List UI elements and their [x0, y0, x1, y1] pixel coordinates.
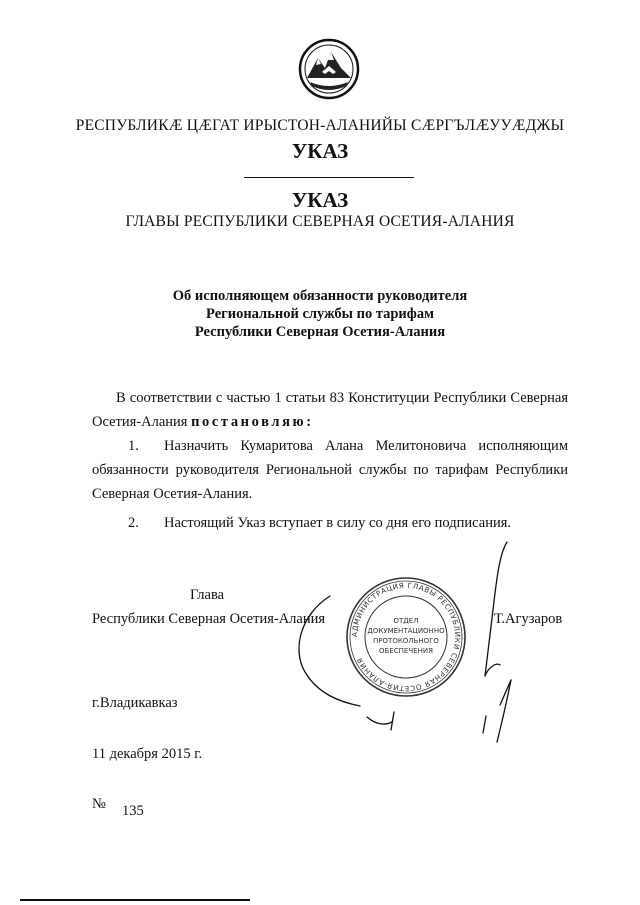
subject-line-1: Об исполняющем обязанности руководителя: [172, 288, 468, 304]
ukaz-russian-heading: УКАЗ: [291, 188, 349, 212]
item-text: Назначить Кумаритова Алана Мелитоновича исполняющим обязанности руководителя Региональной службы по тарифам Республики Северная Осетия-Алания.: [92, 438, 568, 502]
decree-item-2: [92, 511, 568, 535]
decree-date: 11 декабря 2015 г.: [92, 746, 203, 762]
ukaz-ossetian-heading: УКАЗ: [291, 139, 349, 163]
header-divider: [244, 177, 414, 178]
republic-emblem-icon: [298, 38, 360, 100]
signer-name: Т.Агузаров: [494, 611, 563, 627]
signature-title-line-1: Глава: [190, 587, 225, 603]
svg-text:ОТДЕЛ: ОТДЕЛ: [393, 617, 419, 625]
item-number: 1.: [128, 438, 139, 454]
official-stamp: [344, 575, 468, 699]
svg-text:ОБЕСПЕЧЕНИЯ: ОБЕСПЕЧЕНИЯ: [379, 647, 433, 655]
footer-rule: [20, 899, 250, 901]
decree-subject: [0, 287, 640, 341]
decree-item-1: [92, 434, 568, 506]
subject-line-2: Региональной службы по тарифам: [206, 306, 434, 322]
svg-text:ДОКУМЕНТАЦИОННО: ДОКУМЕНТАЦИОННО: [367, 627, 445, 635]
decree-word: постановляю:: [191, 414, 314, 430]
signature-title-line-2: Республики Северная Осетия-Алания: [92, 611, 326, 627]
svg-text:АДМИНИСТРАЦИЯ ГЛАВЫ РЕСПУБЛИКИ: АДМИНИСТРАЦИЯ ГЛАВЫ РЕСПУБЛИКИ СЕВЕРНАЯ ОСЕТИЯ-АЛАНИЯ: [349, 580, 463, 694]
svg-text:ПРОТОКОЛЬНОГО: ПРОТОКОЛЬНОГО: [373, 637, 439, 645]
preamble-text: В соответствии с частью 1 статьи 83 Конституции Республики Северная Осетия-Алания: [92, 390, 568, 430]
item-text: Настоящий Указ вступает в силу со дня его подписания.: [164, 515, 512, 531]
number-sign: №: [92, 796, 106, 812]
item-number: 2.: [128, 515, 139, 531]
preamble-paragraph: [92, 386, 568, 434]
subject-line-3: Республики Северная Осетия-Алания: [194, 324, 446, 340]
city: г.Владикавказ: [92, 695, 178, 711]
header-ossetian-title: РЕСПУБЛИКӔ ЦӔГАТ ИРЫСТОН-АЛАНИЙЫ СӔРГЪЛӔУУӔДЖЫ: [75, 117, 565, 134]
header-russian-title: ГЛАВЫ РЕСПУБЛИКИ СЕВЕРНАЯ ОСЕТИЯ-АЛАНИЯ: [125, 213, 515, 230]
decree-number: 135: [122, 803, 144, 819]
